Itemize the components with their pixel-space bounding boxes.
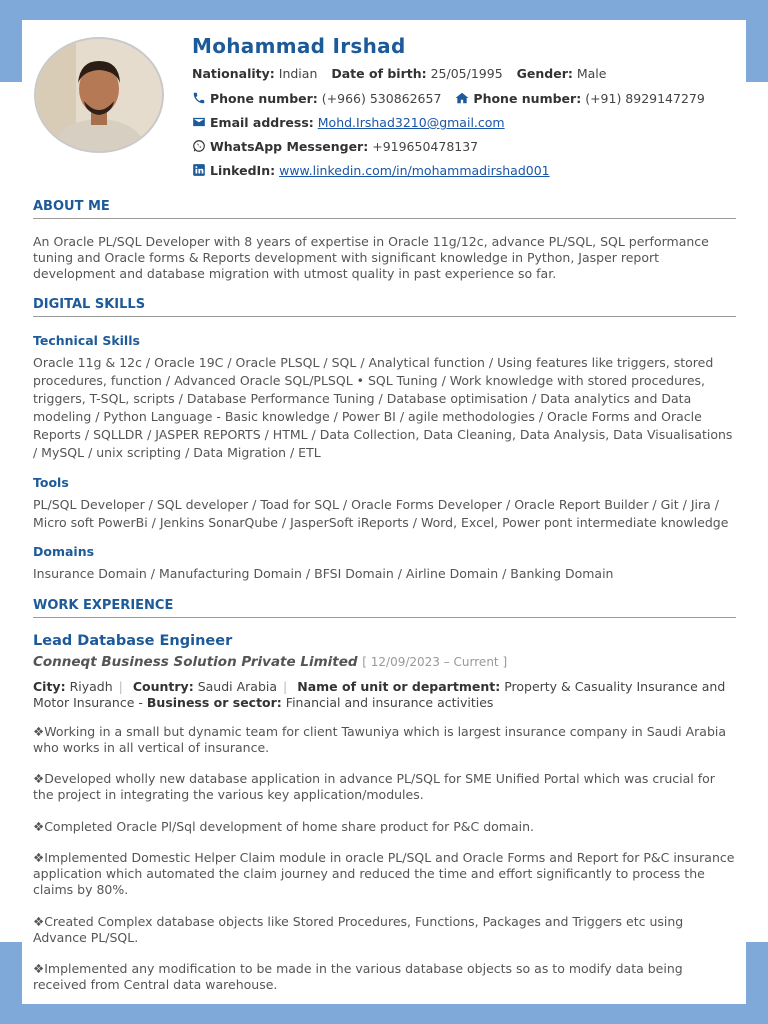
domains-title: Domains	[33, 544, 95, 559]
sector-label: Business or sector:	[146, 695, 282, 710]
linkedin-icon	[192, 163, 206, 177]
experience-bullet: ❖Implemented any modification to be made in the various database objects so as to modify data being received from Central data warehouse.	[33, 961, 683, 992]
sector-value: Financial and insurance activities	[285, 695, 494, 710]
phone1-value: (+966) 530862657	[321, 91, 442, 106]
whatsapp-icon	[192, 139, 206, 153]
whatsapp-label: WhatsApp Messenger:	[210, 139, 369, 154]
skills-section-title: DIGITAL SKILLS	[33, 297, 736, 317]
domains-text: Insurance Domain / Manufacturing Domain / BFSI Domain / Airline Domain / Banking Domain	[33, 566, 614, 581]
person-photo-icon	[36, 39, 162, 151]
technical-skills-text: Oracle 11g & 12c / Oracle 19C / Oracle PLSQL / SQL / Analytical function / Using features like triggers, stored procedures, function / Advanced Oracle SQL/PLSQL • SQL Tuning / Work knowledge with stored procedures, triggers, T-SQL, scripts / Database Performance Tuning / Database optimisation / Data analytics and Data modeling / Python Language - Basic knowledge / Power BI / agile methodologies / Oracle Forms and Oracle Reports / SQLLDR / JASPER REPORTS / HTML / Data Collection, Data Cleaning, Data Analysis, Data Visualisations / MySQL / unix scripting / Data Migration / ETL	[33, 355, 733, 460]
profile-photo	[34, 37, 164, 153]
city-label: City:	[33, 679, 66, 694]
country-label: Country:	[132, 679, 194, 694]
phone-line	[192, 91, 705, 106]
job-meta: City: Riyadh | Country: Saudi Arabia | Name of unit or department: Property & Casuality Insurance and Motor Insurance - Business or sector: Financial and insurance activities	[33, 679, 726, 710]
phone-icon	[192, 91, 206, 105]
tools-text: PL/SQL Developer / SQL developer / Toad for SQL / Oracle Forms Developer / Oracle Report Builder / Git / Jira / Micro soft PowerBi / Jenkins SonarQube / JasperSoft iReports / Word, Excel, Power pont intermediate knowledge	[33, 497, 729, 530]
unit-value: Property & Casuality Insurance and Motor Insurance -	[33, 679, 726, 710]
city-value: Riyadh	[69, 679, 113, 694]
experience-bullet: ❖Completed Oracle Pl/Sql development of home share product for P&C domain.	[33, 819, 535, 834]
employment-dates: [ 12/09/2023 – Current ]	[362, 655, 508, 669]
linkedin-line	[192, 163, 550, 178]
company-name: Conneqt Business Solution Private Limited	[33, 654, 358, 670]
experience-bullet: ❖Created Complex database objects like Stored Procedures, Functions, Packages and Triggers etc using Advance PL/SQL.	[33, 914, 684, 945]
email-line	[192, 115, 505, 130]
linkedin-label: LinkedIn:	[210, 163, 276, 178]
job-title: Lead Database Engineer	[33, 633, 233, 649]
candidate-name: Mohammad Irshad	[192, 34, 406, 58]
tools-title: Tools	[33, 475, 69, 490]
email-link[interactable]: Mohd.Irshad3210@gmail.com	[317, 115, 505, 130]
personal-info-line	[192, 66, 606, 81]
company-line	[33, 654, 507, 670]
work-section-title: WORK EXPERIENCE	[33, 598, 736, 618]
linkedin-link[interactable]: www.linkedin.com/in/mohammadirshad001	[279, 163, 550, 178]
envelope-icon	[192, 115, 206, 129]
whatsapp-value: +919650478137	[372, 139, 479, 154]
email-label: Email address:	[210, 115, 314, 130]
phone2-label: Phone number:	[473, 91, 582, 106]
unit-label: Name of unit or department:	[297, 679, 501, 694]
about-section-title: ABOUT ME	[33, 199, 736, 219]
nationality-value: Indian	[278, 66, 318, 81]
home-icon	[455, 91, 469, 105]
technical-skills-title: Technical Skills	[33, 333, 140, 348]
whatsapp-line	[192, 139, 478, 154]
dob-label: Date of birth:	[331, 66, 427, 81]
dob-value: 25/05/1995	[430, 66, 503, 81]
gender-label: Gender:	[516, 66, 573, 81]
about-text: An Oracle PL/SQL Developer with 8 years of expertise in Oracle 11g/12c, advance PL/SQL, SQL performance tuning and Oracle forms & Reports development with significant knowledge in Python, Jasper report development and database migration with utmost quality in past experience so far.	[33, 234, 709, 281]
phone2-value: (+91) 8929147279	[585, 91, 705, 106]
experience-bullet: ❖Developed wholly new database application in advance PL/SQL for SME Unified Portal which was crucial for the project in integrating the various key application/modules.	[33, 771, 715, 802]
cv-page	[22, 20, 746, 1004]
experience-bullet: ❖Implemented Domestic Helper Claim module in oracle PL/SQL and Oracle Forms and Report for P&C insurance application which automated the claim journey and reduced the time and effort significantly to process the claims by 80%.	[33, 850, 735, 897]
gender-value: Male	[576, 66, 607, 81]
experience-bullet: ❖Working in a small but dynamic team for client Tawuniya which is largest insurance company in Saudi Arabia who works in all vertical of insurance.	[33, 724, 727, 755]
nationality-label: Nationality:	[192, 66, 275, 81]
country-value: Saudi Arabia	[197, 679, 278, 694]
phone1-label: Phone number:	[210, 91, 318, 106]
